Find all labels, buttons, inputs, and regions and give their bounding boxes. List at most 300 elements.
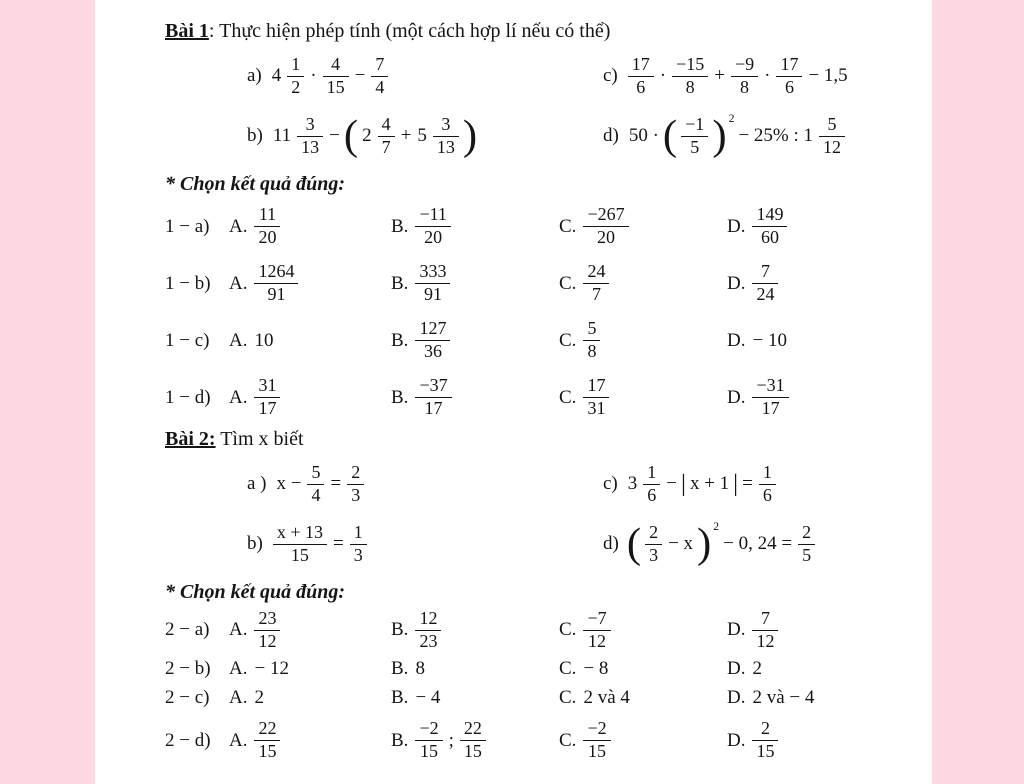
- math-text: −: [354, 65, 366, 86]
- option-value: [580, 205, 631, 248]
- fraction-numerator: 12: [415, 609, 441, 631]
- fraction: [415, 719, 442, 762]
- fraction-denominator: 20: [597, 227, 616, 247]
- fraction: [415, 262, 450, 305]
- math-text: =: [332, 533, 344, 554]
- answer-option: [559, 319, 727, 362]
- option-key: B.: [391, 686, 409, 708]
- answer-option: [391, 687, 559, 709]
- answer-row: [165, 198, 926, 255]
- answer-row: [165, 683, 926, 712]
- fraction: [307, 463, 324, 506]
- option-value: [412, 687, 443, 709]
- option-key: C.: [559, 272, 577, 294]
- fraction-denominator: 4: [375, 76, 385, 97]
- option-value: [749, 262, 781, 305]
- fraction: [347, 463, 364, 506]
- option-key: A.: [229, 619, 248, 640]
- option-key: C.: [559, 215, 577, 237]
- fraction: [798, 523, 815, 566]
- option-key: D.: [727, 686, 746, 708]
- math-text: − 1,5: [808, 65, 848, 86]
- fraction-numerator: 1: [643, 463, 660, 485]
- answer-option: [391, 609, 559, 652]
- fraction-denominator: 23: [419, 630, 438, 651]
- fraction: [350, 523, 367, 566]
- abs-bar: |: [733, 469, 739, 497]
- fraction: [254, 376, 280, 419]
- option-key: B.: [391, 329, 409, 351]
- problem-item: [585, 463, 926, 506]
- option-value: [412, 609, 444, 652]
- problem-item: [585, 55, 926, 98]
- fraction-numerator: 4: [323, 55, 349, 77]
- option-value: [580, 262, 612, 305]
- fraction: [415, 205, 450, 248]
- fraction-numerator: 149: [752, 205, 787, 227]
- problem-row: [165, 455, 926, 513]
- option-key: B.: [391, 215, 409, 237]
- answer-option: [391, 658, 559, 680]
- problem-row: [165, 47, 926, 105]
- option-value: [251, 658, 291, 680]
- problem-row: [165, 105, 926, 167]
- problem-label: c): [603, 473, 618, 494]
- answer-row: [165, 255, 926, 312]
- option-value: [251, 205, 283, 248]
- fraction: [583, 719, 610, 762]
- fraction-denominator: 8: [740, 76, 750, 97]
- fraction: [672, 55, 708, 98]
- option-value: [749, 687, 817, 709]
- option-value: [580, 609, 613, 652]
- fraction-numerator: 7: [752, 609, 778, 631]
- fraction: [415, 319, 450, 362]
- paren: ): [712, 112, 727, 160]
- fraction-denominator: 60: [760, 227, 779, 247]
- fraction-denominator: 6: [647, 484, 657, 505]
- answer-option: [559, 658, 727, 680]
- fraction-denominator: 3: [351, 484, 361, 505]
- fraction: [583, 376, 609, 419]
- fraction-denominator: 12: [756, 630, 775, 651]
- math-text: − 8: [583, 657, 609, 679]
- option-value: [749, 658, 765, 680]
- fraction: [323, 55, 349, 98]
- problem-item: [165, 112, 585, 160]
- option-value: [749, 330, 789, 352]
- fraction-numerator: 3: [433, 115, 459, 137]
- fraction-numerator: x + 13: [273, 523, 327, 545]
- option-value: [580, 658, 611, 680]
- answer-option: [559, 687, 727, 709]
- section-heading-text: : Thực hiện phép tính (một cách hợp lí nếu có thể): [208, 20, 611, 42]
- option-key: C.: [559, 686, 577, 708]
- answer-option: [727, 205, 926, 248]
- fraction: [583, 262, 609, 305]
- option-key: A.: [229, 272, 248, 294]
- problem-label: a ): [247, 473, 267, 494]
- math-text: ·: [310, 65, 317, 86]
- option-value: [580, 719, 613, 762]
- option-key: C.: [559, 657, 577, 679]
- math-text: 8: [415, 657, 425, 679]
- answer-row-label: 2 − a): [165, 619, 210, 640]
- math-text: 5: [417, 125, 427, 146]
- math-text: 3: [627, 473, 638, 494]
- fraction: [583, 319, 600, 362]
- answer-row-label: 1 − b): [165, 272, 211, 294]
- answer-option: [727, 687, 926, 709]
- answer-option: [229, 609, 391, 652]
- fraction-denominator: 31: [587, 398, 606, 418]
- problem-label: a): [247, 65, 262, 86]
- paren: (: [626, 520, 642, 568]
- fraction-numerator: −37: [415, 376, 451, 398]
- section-heading-title: Bài 2:: [165, 428, 216, 450]
- fraction: [752, 609, 778, 652]
- math-text: ·: [659, 65, 667, 86]
- fraction-numerator: 5: [819, 115, 845, 137]
- math-text: − 12: [254, 657, 289, 679]
- option-key: D.: [727, 386, 746, 408]
- fraction-denominator: 2: [291, 76, 301, 97]
- answer-option: [727, 376, 926, 419]
- option-key: A.: [229, 657, 248, 679]
- option-key: C.: [559, 619, 577, 640]
- choose-answer-label: * Chọn kết quả đúng:: [165, 581, 346, 603]
- answer-option: [727, 609, 926, 652]
- fraction-numerator: 1: [350, 523, 367, 545]
- fraction-denominator: 15: [258, 741, 277, 761]
- problem-item: [165, 463, 585, 506]
- answer-option: [727, 262, 926, 305]
- math-text: =: [742, 473, 753, 494]
- exponent: 2: [713, 519, 720, 533]
- problem-row: [165, 513, 926, 575]
- fraction-numerator: −2: [415, 719, 442, 741]
- answer-row: [165, 712, 926, 769]
- fraction: [752, 719, 778, 762]
- fraction: [776, 55, 802, 98]
- option-key: B.: [391, 729, 409, 751]
- fraction-denominator: 15: [463, 741, 482, 761]
- abs-bar: |: [680, 469, 686, 497]
- fraction-numerator: 7: [752, 262, 778, 284]
- fraction-denominator: 15: [420, 741, 439, 761]
- fraction-denominator: 91: [267, 284, 286, 304]
- option-key: B.: [391, 386, 409, 408]
- option-value: [580, 687, 632, 709]
- option-key: C.: [559, 329, 577, 351]
- option-key: D.: [727, 215, 746, 237]
- option-value: [412, 262, 453, 305]
- option-key: D.: [727, 657, 746, 679]
- fraction-denominator: 20: [424, 227, 443, 247]
- answer-row: [165, 369, 926, 426]
- fraction: [628, 55, 654, 98]
- fraction-denominator: 8: [587, 341, 597, 361]
- answer-option: [559, 376, 727, 419]
- fraction-numerator: 1264: [254, 262, 298, 284]
- fraction: [433, 115, 459, 158]
- option-value: [251, 719, 283, 762]
- answer-row: [165, 606, 926, 654]
- math-text: −: [329, 125, 340, 146]
- math-text: =: [330, 473, 342, 494]
- fraction: [645, 523, 662, 566]
- problem-label: c): [603, 65, 618, 86]
- option-key: D.: [727, 329, 746, 351]
- answer-option: [229, 330, 391, 352]
- fraction: [681, 115, 708, 158]
- option-key: A.: [229, 686, 248, 708]
- fraction-numerator: 7: [371, 55, 388, 77]
- option-key: A.: [229, 729, 248, 751]
- math-text: 2: [752, 657, 762, 679]
- fraction: [254, 205, 280, 248]
- fraction: [583, 609, 610, 652]
- answer-row-label: 2 − b): [165, 657, 211, 679]
- fraction-numerator: 5: [583, 319, 600, 341]
- math-text: 10: [254, 329, 274, 351]
- answer-option: [229, 658, 391, 680]
- option-value: [251, 687, 267, 709]
- fraction-denominator: 8: [685, 76, 695, 97]
- option-key: A.: [229, 329, 248, 351]
- fraction-numerator: 2: [798, 523, 815, 545]
- math-formula: [625, 55, 851, 98]
- option-key: D.: [727, 619, 746, 640]
- option-value: [251, 262, 301, 305]
- fraction-numerator: 3: [297, 115, 323, 137]
- fraction: [819, 115, 845, 158]
- answer-row: [165, 312, 926, 369]
- fraction-denominator: 6: [636, 76, 646, 97]
- problem-item: [585, 519, 926, 568]
- fraction: [643, 463, 660, 506]
- worksheet-content: [95, 0, 932, 769]
- fraction: [759, 463, 776, 506]
- fraction-denominator: 5: [802, 544, 812, 565]
- fraction-numerator: −11: [415, 205, 450, 227]
- fraction-numerator: 2: [347, 463, 364, 485]
- answer-option: [559, 719, 727, 762]
- section-heading-title: Bài 1: [165, 20, 209, 42]
- problem-item: [585, 111, 926, 160]
- answer-option: [229, 205, 391, 248]
- answer-option: [727, 719, 926, 762]
- fraction-numerator: 24: [583, 262, 609, 284]
- fraction-numerator: 1: [759, 463, 776, 485]
- answer-row-label: 2 − d): [165, 729, 211, 751]
- math-formula: [626, 519, 818, 568]
- math-formula: [626, 111, 848, 160]
- fraction-denominator: 12: [258, 630, 277, 651]
- fraction-numerator: 17: [776, 55, 802, 77]
- fraction-numerator: 4: [378, 115, 395, 137]
- fraction: [297, 115, 323, 158]
- option-value: [749, 719, 781, 762]
- answer-option: [559, 262, 727, 305]
- fraction-denominator: 36: [423, 341, 442, 361]
- answer-option: [559, 609, 727, 652]
- answer-option: [391, 719, 559, 762]
- answer-option: [727, 658, 926, 680]
- math-text: 2 và − 4: [752, 686, 815, 708]
- problem-label: b): [247, 125, 263, 146]
- fraction-denominator: 3: [649, 544, 659, 565]
- fraction: [287, 55, 304, 98]
- fraction: [254, 609, 280, 652]
- fraction-denominator: 3: [353, 544, 363, 565]
- option-value: [749, 205, 790, 248]
- fraction-denominator: 12: [823, 136, 842, 157]
- math-text: ·: [764, 65, 771, 86]
- option-key: B.: [391, 619, 409, 640]
- option-key: A.: [229, 215, 248, 237]
- option-key: B.: [391, 272, 409, 294]
- paren: (: [343, 112, 359, 160]
- math-text: x −: [276, 473, 302, 494]
- fraction-denominator: 4: [311, 484, 321, 505]
- fraction-denominator: 5: [690, 136, 700, 157]
- fraction-numerator: 11: [254, 205, 280, 227]
- math-text: x + 1: [689, 473, 730, 494]
- fraction: [460, 719, 486, 762]
- problem-label: b): [247, 533, 263, 554]
- fraction-denominator: 15: [326, 76, 345, 97]
- fraction-denominator: 17: [424, 398, 443, 418]
- answer-row-label: 1 − d): [165, 386, 211, 408]
- fraction-numerator: −1: [681, 115, 708, 137]
- section-bai2: [165, 428, 926, 769]
- option-value: [251, 376, 283, 419]
- option-value: [251, 609, 283, 652]
- fraction-denominator: 15: [756, 741, 775, 761]
- math-text: 2 và 4: [583, 686, 630, 708]
- math-text: − 4: [415, 686, 441, 708]
- problem-label: d): [603, 533, 619, 554]
- fraction-numerator: 23: [254, 609, 280, 631]
- answer-option: [229, 687, 391, 709]
- answer-option: [559, 205, 727, 248]
- answer-row-label: 1 − c): [165, 329, 210, 351]
- math-text: 2: [254, 686, 264, 708]
- fraction-numerator: −7: [583, 609, 610, 631]
- option-key: B.: [391, 657, 409, 679]
- answer-row-label: 1 − a): [165, 215, 210, 237]
- option-value: [580, 376, 612, 419]
- section-heading-text: Tìm x biết: [215, 428, 304, 450]
- fraction-numerator: 2: [645, 523, 662, 545]
- math-formula: [270, 523, 370, 566]
- fraction: [752, 205, 787, 248]
- fraction-denominator: 6: [762, 484, 772, 505]
- fraction-denominator: 91: [423, 284, 442, 304]
- math-formula: [270, 112, 478, 160]
- math-text: − 0, 24 =: [723, 533, 793, 554]
- math-text: 11: [272, 125, 292, 146]
- answer-option: [727, 330, 926, 352]
- answer-option: [229, 376, 391, 419]
- answer-option: [391, 319, 559, 362]
- fraction: [583, 205, 628, 248]
- fraction-denominator: 17: [761, 398, 780, 418]
- paren: (: [662, 112, 678, 160]
- option-value: [412, 319, 453, 362]
- fraction-numerator: −267: [583, 205, 628, 227]
- math-text: 4: [271, 65, 282, 86]
- fraction-denominator: 17: [258, 398, 277, 418]
- fraction: [731, 55, 758, 98]
- fraction: [371, 55, 388, 98]
- fraction-numerator: 17: [628, 55, 654, 77]
- fraction-denominator: 7: [591, 284, 601, 304]
- fraction: [415, 609, 441, 652]
- fraction-numerator: 17: [583, 376, 609, 398]
- fraction-numerator: 1: [287, 55, 304, 77]
- fraction: [415, 376, 451, 419]
- math-formula: [269, 55, 392, 98]
- fraction-numerator: 2: [752, 719, 778, 741]
- exponent: 2: [728, 111, 735, 125]
- problem-label: d): [603, 125, 619, 146]
- fraction-numerator: 333: [415, 262, 450, 284]
- option-value: [580, 319, 603, 362]
- option-value: [749, 609, 781, 652]
- option-key: C.: [559, 386, 577, 408]
- option-key: A.: [229, 386, 248, 408]
- option-key: D.: [727, 272, 746, 294]
- answer-option: [391, 262, 559, 305]
- fraction-numerator: −15: [672, 55, 708, 77]
- option-value: [749, 376, 791, 419]
- option-value: [412, 205, 453, 248]
- fraction-numerator: 22: [254, 719, 280, 741]
- answer-option: [391, 376, 559, 419]
- math-text: − 10: [752, 329, 787, 351]
- section-heading: [165, 20, 926, 43]
- fraction-numerator: 31: [254, 376, 280, 398]
- fraction-denominator: 7: [381, 136, 391, 157]
- section-bai1: [165, 20, 926, 426]
- fraction-denominator: 15: [588, 741, 607, 761]
- fraction-numerator: −9: [731, 55, 758, 77]
- fraction-denominator: 24: [756, 284, 775, 304]
- math-text: −: [666, 473, 677, 494]
- fraction: [752, 262, 778, 305]
- fraction-denominator: 13: [436, 136, 455, 157]
- math-text: +: [714, 65, 725, 86]
- option-value: [251, 330, 276, 352]
- fraction-denominator: 12: [588, 630, 607, 651]
- fraction: [254, 719, 280, 762]
- fraction-denominator: 15: [290, 544, 309, 565]
- fraction-numerator: 127: [415, 319, 450, 341]
- fraction-numerator: −31: [752, 376, 788, 398]
- math-text: ;: [448, 729, 454, 751]
- math-text: +: [400, 125, 412, 146]
- option-value: [412, 376, 454, 419]
- fraction: [273, 523, 327, 566]
- paren: ): [462, 112, 478, 160]
- answer-row-label: 2 − c): [165, 686, 210, 708]
- problem-item: [165, 55, 585, 98]
- answer-row: [165, 654, 926, 683]
- worksheet-page: [95, 0, 932, 784]
- fraction-numerator: 22: [460, 719, 486, 741]
